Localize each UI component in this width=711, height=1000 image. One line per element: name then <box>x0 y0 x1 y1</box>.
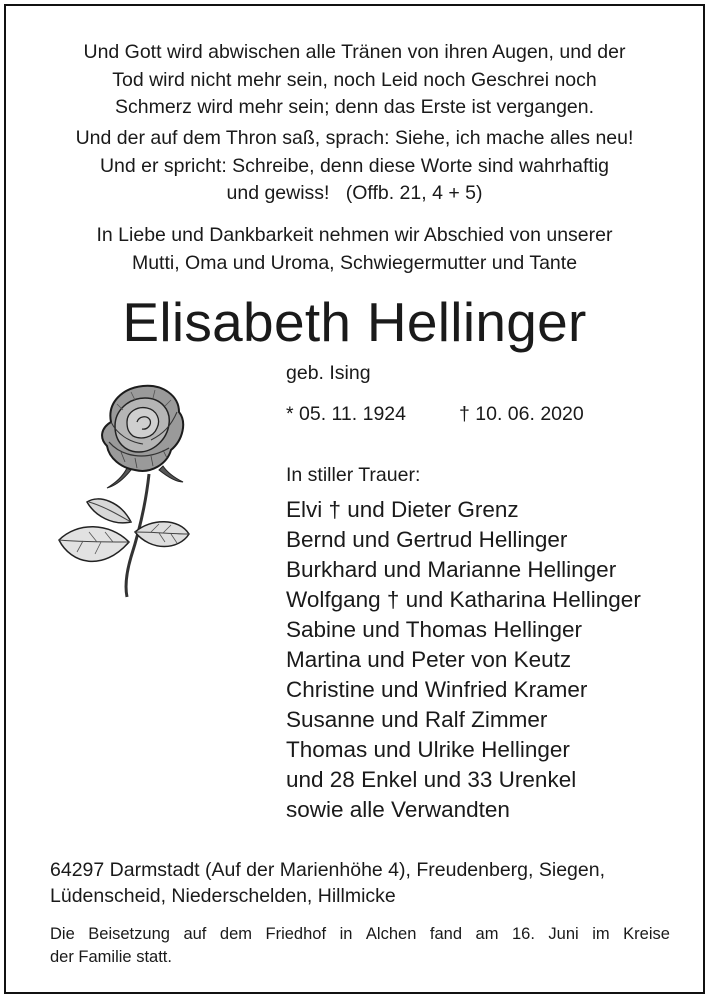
list-item: Elvi † und Dieter Grenz <box>286 497 519 522</box>
burial-word: Alchen <box>365 925 417 943</box>
list-item: Martina und Peter von Keutz <box>286 647 572 672</box>
burial-word: am <box>475 925 499 943</box>
address-line: 64297 Darmstadt (Auf der Marienhöhe 4), Freudenberg, Siegen, <box>50 859 605 881</box>
burial-word: fand <box>429 925 463 943</box>
death-date: † 10. 06. 2020 <box>459 403 584 425</box>
list-item: Wolfgang † und Katharina Hellinger <box>286 587 641 612</box>
intro-line: Mutti, Oma und Uroma, Schwiegermutter und Tante <box>131 251 578 274</box>
burial-word: Juni <box>548 925 579 943</box>
maiden-name: geb. Ising <box>286 362 371 384</box>
list-item: Thomas und Ulrike Hellinger <box>286 737 570 762</box>
intro-line: In Liebe und Dankbarkeit nehmen wir Abschied von unserer <box>96 224 613 246</box>
verse-line: und gewiss! (Offb. 21, 4 + 5) <box>226 182 483 204</box>
address-line: Lüdenscheid, Niederschelden, Hillmicke <box>50 885 396 907</box>
burial-line-1 <box>50 923 670 946</box>
burial-word: 16. <box>511 925 535 943</box>
burial-word: Beisetzung <box>88 925 170 943</box>
address-block <box>50 857 605 909</box>
birth-date: * 05. 11. 1924 <box>286 403 406 425</box>
deceased-name: Elisabeth Hellinger <box>122 291 587 353</box>
bible-verse-part-1 <box>6 39 703 122</box>
list-item: sowie alle Verwandten <box>286 797 510 822</box>
burial-word: Kreise <box>623 925 670 943</box>
list-item: Burkhard und Marianne Hellinger <box>286 557 617 582</box>
obituary-card <box>4 4 705 994</box>
burial-word: in <box>339 925 353 943</box>
burial-line-2: der Familie statt. <box>50 948 172 966</box>
mourning-label: In stiller Trauer: <box>286 464 421 486</box>
bible-verse-part-2 <box>6 125 703 208</box>
burial-word: auf <box>183 925 207 943</box>
verse-line: Und Gott wird abwischen alle Tränen von ihren Augen, und der <box>83 41 626 63</box>
mourners-list <box>286 495 641 825</box>
list-item: Christine und Winfried Kramer <box>286 677 588 702</box>
list-item: Sabine und Thomas Hellinger <box>286 617 583 642</box>
burial-word: dem <box>219 925 252 943</box>
burial-word: im <box>592 925 610 943</box>
verse-line: Und der auf dem Thron saß, sprach: Siehe, ich mache alles neu! <box>75 127 634 149</box>
burial-word: Friedhof <box>265 925 327 943</box>
burial-notice <box>50 923 670 969</box>
farewell-intro <box>6 222 703 277</box>
verse-line: Schmerz wird mehr sein; denn das Erste ist vergangen. <box>114 96 595 118</box>
rose-icon <box>51 382 201 602</box>
list-item: Susanne und Ralf Zimmer <box>286 707 548 732</box>
list-item: und 28 Enkel und 33 Urenkel <box>286 767 577 792</box>
verse-line: Tod wird nicht mehr sein, noch Leid noch Geschrei noch <box>112 68 597 91</box>
list-item: Bernd und Gertrud Hellinger <box>286 527 568 552</box>
burial-word: Die <box>50 925 75 943</box>
verse-line: Und er spricht: Schreibe, denn diese Worte sind wahrhaftig <box>99 154 610 177</box>
